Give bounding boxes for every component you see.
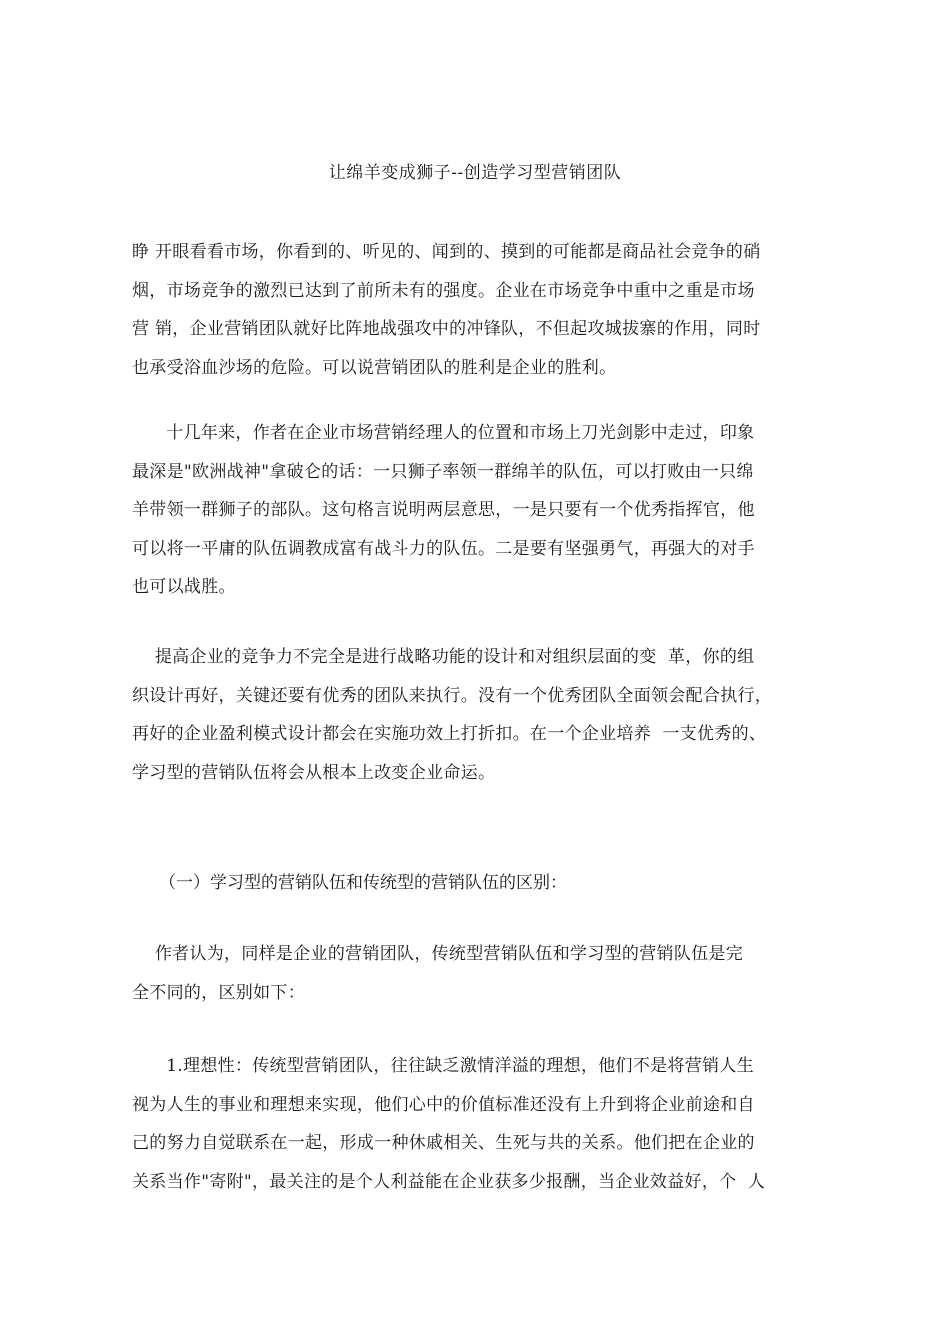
paragraph-intro <box>132 233 832 387</box>
text-line: 织设计再好，关键还要有优秀的团队来执行。没有一个优秀团队全面领会配合执行， <box>132 685 773 706</box>
text-line: 也可以战胜。 <box>132 577 236 597</box>
text-line: 羊带领一群狮子的部队。这句格言说明两层意思，一是只要有一个优秀指挥官，他 <box>132 500 755 520</box>
paragraph-napoleon <box>132 414 832 607</box>
section-heading: （一）学习型的营销队伍和传统型的营销队伍的区别： <box>132 873 568 893</box>
paragraph-ideal <box>132 1047 832 1201</box>
text-line: 可以将一平庸的队伍调教成富有战斗力的队伍。二是要有坚强勇气，再强大的对手 <box>132 538 755 559</box>
text-line: 全不同的，区别如下： <box>132 982 305 1003</box>
text-line: 十几年来，作者在企业市场营销经理人的位置和市场上刀光剑影中走过，印象 <box>132 423 755 443</box>
text-line: 营 销，企业营销团队就好比阵地战强攻中的冲锋队，不但起攻城拔寨的作用，同时 <box>132 319 761 339</box>
text-line: 再好的企业盈利模式设计都会在实施功效上打折扣。在一个企业培养 一支优秀的、 <box>132 724 767 744</box>
paragraph-difference <box>132 935 832 1012</box>
text-line: 烟，市场竞争的激烈已达到了前所未有的强度。企业在市场竞争中重中之重是市场 <box>132 280 755 301</box>
document-title: 让绵羊变成狮子--创造学习型营销团队 <box>328 163 622 183</box>
text-line: 学习型的营销队伍将会从根本上改变企业命运。 <box>132 762 496 783</box>
text-line: 视为人生的事业和理想来实现，他们心中的价值标准还没有上升到将企业前途和自 <box>132 1094 755 1115</box>
text-line: 作者认为，同样是企业的营销团队，传统型营销队伍和学习型的营销队伍是完 <box>132 944 744 964</box>
paragraph-competitiveness <box>132 638 832 792</box>
text-line: 最深是"欧洲战神"拿破仑的话：一只狮子率领一群绵羊的队伍，可以打败由一只绵 <box>132 461 754 482</box>
text-line: 提高企业的竞争力不完全是进行战略功能的设计和对组织层面的变 革，你的组 <box>132 647 755 667</box>
text-line: 1.理想性：传统型营销团队，往往缺乏激情洋溢的理想，他们不是将营销人生 <box>132 1056 754 1076</box>
text-line: 己的努力自觉联系在一起，形成一种休戚相关、生死与共的关系。他们把在企业的 <box>132 1133 755 1153</box>
text-line: 也承受浴血沙场的危险。可以说营销团队的胜利是企业的胜利。 <box>132 357 617 378</box>
text-line: 关系当作"寄附"，最关注的是个人利益能在企业获多少报酬，当企业效益好，个 人 <box>132 1171 766 1192</box>
text-line: 睁 开眼看看市场，你看到的、听见的、闻到的、摸到的可能都是商品社会竞争的硝 <box>132 242 761 262</box>
